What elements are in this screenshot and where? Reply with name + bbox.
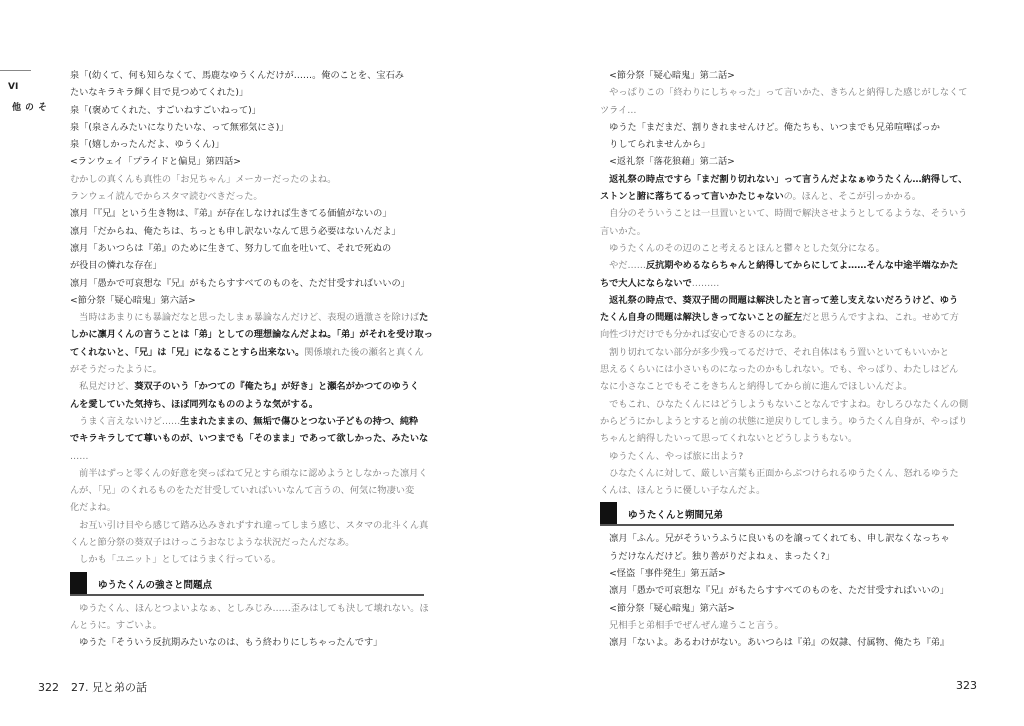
text-span: ゆうたくん、やっぱ旅に出よう? bbox=[600, 450, 744, 462]
text-span: やっぱりこの「終わりにしちゃった」って言いかた、きちんと納得した感じがしなくて bbox=[600, 87, 968, 99]
text-line: むかしの真くんも真性の「お兄ちゃん」メーカーだったのよね。 bbox=[70, 173, 337, 185]
text-line bbox=[600, 465, 959, 482]
text-span: 私見だけど、 bbox=[70, 381, 135, 393]
text-line bbox=[70, 309, 429, 326]
heading-marker bbox=[600, 502, 617, 526]
emphasis-text: てくれないと、「兄」は「兄」になることすら出来ない。 bbox=[70, 346, 305, 358]
text-line bbox=[600, 84, 968, 101]
text-line bbox=[600, 275, 954, 292]
text-line bbox=[600, 413, 968, 430]
text-span: 化だよね。 bbox=[70, 502, 116, 514]
section-title: ゆうたくんと朔間兄弟 bbox=[628, 510, 724, 522]
emphasis-text: しかに凛月くんの言うことは「弟」としての理想論なんだよね。「弟」がそれを受け取っ bbox=[70, 329, 433, 341]
heading-underline bbox=[600, 524, 954, 526]
text-line bbox=[70, 430, 429, 447]
text-line: 凛月「『兄』という生き物は、『弟』が存在しなければ生きてる価値がないの」 bbox=[70, 208, 392, 220]
part-label: その他 bbox=[10, 102, 46, 111]
text-line bbox=[70, 344, 424, 361]
right-text-column bbox=[600, 67, 969, 652]
text-line bbox=[600, 292, 959, 309]
page-footer-left bbox=[38, 679, 147, 695]
text-line bbox=[600, 326, 954, 343]
right-commentary bbox=[600, 67, 969, 499]
text-line: ゆうた「そういう反抗期みたいなのは、もう終わりにしちゃったんです」 bbox=[70, 637, 383, 649]
text-line bbox=[70, 413, 424, 430]
left-commentary bbox=[70, 309, 433, 568]
right-section-body bbox=[600, 530, 954, 651]
text-line bbox=[600, 102, 954, 119]
emphasis-text: んを愛していた気持ち、ほぼ同列なもののような気がする。 bbox=[70, 398, 319, 410]
text-line: 泉「(幼くて、何も知らなくて、馬鹿なゆうくんだけが……。俺のことを、宝石み bbox=[70, 70, 404, 81]
text-line: 凛月「愚かで可哀想な『兄』がもたらすすべてのものを、ただ甘受すればいいの」 bbox=[600, 585, 950, 597]
chapter-title: 27. 兄と弟の話 bbox=[71, 681, 147, 694]
text-line: 泉「(嬉しかったんだよ、ゆうくん)」 bbox=[70, 139, 225, 151]
text-line bbox=[70, 517, 429, 534]
text-span: お互い引け目やら感じて踏み込みきれずすれ違ってしまう感じ、スタマの北斗くん真 bbox=[70, 519, 429, 531]
text-line bbox=[70, 326, 433, 343]
text-line: <節分祭「疑心暗鬼」第六話> bbox=[70, 294, 196, 306]
text-span: 言いかた。 bbox=[600, 225, 646, 237]
text-span: からどうにかしようとすると前の状態に逆戻りしてしまう。ゆうたくん自身が、やっぱり bbox=[600, 415, 968, 427]
text-line bbox=[70, 465, 428, 482]
text-line: 泉「(褒めてくれた、すごいねすごいねって)」 bbox=[70, 104, 261, 116]
text-span: しかも「ユニット」としてはうまく行っている。 bbox=[70, 554, 281, 566]
emphasis-text: たくん自身の問題は解決しきってないことの証左 bbox=[600, 312, 803, 324]
text-line bbox=[70, 534, 424, 551]
text-line: んとうに。すごいよ。 bbox=[70, 619, 162, 631]
text-span: 前半はずっと零くんの好意を突っぱねて兄とすら頑なに認めようとしなかった凛月く bbox=[70, 467, 428, 479]
emphasis-text: でキラキラしてて尊いものが、いつまでも「そのまま」であって欲しかった、みたいな bbox=[70, 433, 429, 445]
section-title: ゆうたくんの強さと問題点 bbox=[98, 579, 213, 591]
section-heading bbox=[600, 502, 954, 526]
text-line: <怪盗「事件発生」第五話> bbox=[600, 568, 726, 580]
text-line bbox=[600, 119, 954, 136]
text-span: でもこれ、ひなたくんにはどうしようもないことなんですよね。むしろひなたくんの側 bbox=[600, 398, 969, 410]
text-line bbox=[600, 171, 968, 188]
text-line: 凛月「愚かで可哀想な『兄』がもたらすすべてのものを、ただ甘受すればいいの」 bbox=[70, 277, 410, 289]
text-line: ゆうたくん、ほんとつよいよなぁ、としみじみ……歪みはしても決して壊れない。ほ bbox=[70, 602, 429, 614]
text-line: うだけなんだけど。独り善がりだよねぇ、まったく?」 bbox=[600, 550, 835, 562]
text-span: ……… bbox=[691, 277, 720, 289]
text-line: 兄相手と弟相手でぜんぜん違うこと言う。 bbox=[600, 619, 784, 631]
text-line: 凛月「ふん。兄がそういうふうに良いものを譲ってくれても、申し訳なくなっちゃ bbox=[600, 533, 950, 545]
heading-marker bbox=[70, 572, 87, 596]
text-span: ひなたくんに対して、厳しい言葉も正面からぶつけられるゆうたくん、怒れるゆうた bbox=[600, 467, 959, 479]
emphasis-text: 生まれたままの、無垢で傷ひとつない子どもの持つ、純粋 bbox=[180, 415, 419, 427]
text-span: やだ…… bbox=[600, 260, 646, 272]
text-line bbox=[600, 223, 954, 240]
text-line bbox=[600, 240, 954, 257]
text-span: がそうだったように。 bbox=[70, 364, 162, 376]
left-quote-block bbox=[70, 67, 424, 309]
chapter-side-tab bbox=[0, 70, 46, 111]
text-line: が役目の憐れな存在」 bbox=[70, 260, 162, 272]
text-span: ちゃんと納得したいって思ってくれないとどうしようもない。 bbox=[600, 433, 858, 445]
text-line: 泉「(泉さんみたいになりたいな、って無邪気にさ)」 bbox=[70, 121, 289, 133]
section-heading bbox=[70, 572, 424, 596]
text-span: の。ほんと、そこが引っかかる。 bbox=[783, 191, 922, 203]
emphasis-text: た bbox=[419, 312, 429, 324]
text-line: <節分祭「疑心暗鬼」第六話> bbox=[600, 602, 735, 614]
text-span: 当時はあまりにも暴論だなと思ったしまぁ暴論なんだけど、表現の過激さを除けば bbox=[70, 312, 420, 324]
page-number-right: 323 bbox=[956, 679, 977, 692]
text-span: んが、「兄」のくれるものをただ甘受していればいいなんて言うの、何気に物凄い変 bbox=[70, 485, 415, 497]
text-line bbox=[600, 67, 954, 84]
text-line bbox=[600, 344, 954, 361]
text-line bbox=[70, 499, 424, 516]
emphasis-text: ちで大人にならないで bbox=[600, 277, 692, 289]
text-span: 向性づけだけでも分かれば安心できるのになあ。 bbox=[600, 329, 802, 341]
text-line bbox=[600, 361, 959, 378]
text-span: くんと節分祭の葵双子はけっこうおなじような状況だったんだなあ。 bbox=[70, 537, 355, 549]
text-line bbox=[600, 188, 954, 205]
text-line: 凛月「だからね、俺たちは、ちっとも申し訳ないなんて思う必要はないんだよ」 bbox=[70, 225, 401, 237]
part-number: VI bbox=[8, 82, 19, 92]
text-span: 割り切れてない部分が多少残ってるだけで、それ自体はもう置いといてもいいかと bbox=[600, 346, 949, 358]
text-span: なに小さなことでもそこをきちんと納得してから前に進んでほしいんだよ。 bbox=[600, 381, 913, 393]
text-line bbox=[70, 551, 424, 568]
text-line bbox=[70, 482, 424, 499]
side-tab-rule bbox=[0, 70, 31, 71]
text-line bbox=[600, 482, 954, 499]
text-span: 関係壊れた後の瀬名と真くん bbox=[304, 346, 424, 358]
text-span: りしてられませんから」 bbox=[600, 139, 711, 151]
text-line bbox=[600, 153, 954, 170]
text-span: …… bbox=[70, 450, 89, 462]
emphasis-text: 葵双子のいう「かつての『俺たち』が好き」と瀬名がかつてのゆうく bbox=[134, 381, 420, 393]
text-span: だと思うんですよね、これ。せめて方 bbox=[802, 312, 959, 324]
text-span: 自分のそういうことは一旦置いといて、時間で解決させようとしてるような、そういう bbox=[600, 208, 968, 220]
text-line bbox=[600, 309, 959, 326]
text-line bbox=[600, 396, 969, 413]
left-text-column bbox=[70, 67, 433, 652]
text-line bbox=[70, 378, 424, 395]
text-span: ゆうた「まだまだ、割りきれませんけど。俺たちも、いつまでも兄弟喧嘩ばっか bbox=[600, 121, 940, 133]
text-line bbox=[600, 205, 968, 222]
text-span: ツライ… bbox=[600, 104, 637, 116]
text-line bbox=[70, 396, 424, 413]
text-span: ゆうたくんのその辺のこと考えるとほんと鬱々とした気分になる。 bbox=[600, 242, 885, 254]
emphasis-text: ストンと腑に落ちてるって言いかたじゃない bbox=[600, 191, 784, 203]
text-line bbox=[600, 257, 959, 274]
emphasis-text: 返礼祭の時点ですら「まだ割り切れない」って言うんだよなぁゆうたくん…納得して、 bbox=[600, 173, 968, 185]
text-line: たいなキラキラ輝く目で見つめてくれた)」 bbox=[70, 87, 249, 99]
text-line bbox=[70, 448, 424, 465]
text-span: くんは、ほんとうに優しい子なんだよ。 bbox=[600, 485, 766, 497]
left-section-body bbox=[70, 600, 429, 652]
text-line: ランウェイ読んでからスタマ読むべきだった。 bbox=[70, 191, 263, 203]
text-line: <ランウェイ「プライドと偏見」第四話> bbox=[70, 156, 241, 168]
page-number: 322 bbox=[38, 681, 59, 694]
text-line bbox=[600, 448, 954, 465]
text-span: うまく言えないけど…… bbox=[70, 415, 181, 427]
text-line bbox=[70, 361, 424, 378]
text-span: <節分祭「疑心暗鬼」第二話> bbox=[600, 70, 735, 81]
emphasis-text: 返礼祭の時点で、葵双子間の問題は解決したと言って差し支えないだろうけど、ゆう bbox=[600, 294, 959, 306]
text-line bbox=[600, 136, 954, 153]
text-span: <返礼祭「落花狼藉」第二話> bbox=[600, 156, 735, 168]
text-line bbox=[600, 430, 954, 447]
text-line bbox=[600, 378, 954, 395]
heading-underline bbox=[70, 594, 424, 596]
text-line: 凛月「ないよ。あるわけがない。あいつらは『弟』の奴隷、付属物、俺たち『弟』 bbox=[600, 637, 950, 649]
text-span: 思えるくらいには小さいものになったのかもしれない。でも、やっぱり、わたしはどん bbox=[600, 364, 959, 376]
text-line: 凛月「あいつらは『弟』のために生きて、努力して血を吐いて、それで死ぬの bbox=[70, 242, 392, 254]
emphasis-text: 反抗期やめるならちゃんと納得してからにしてよ……そんな中途半端なかた bbox=[645, 260, 959, 272]
